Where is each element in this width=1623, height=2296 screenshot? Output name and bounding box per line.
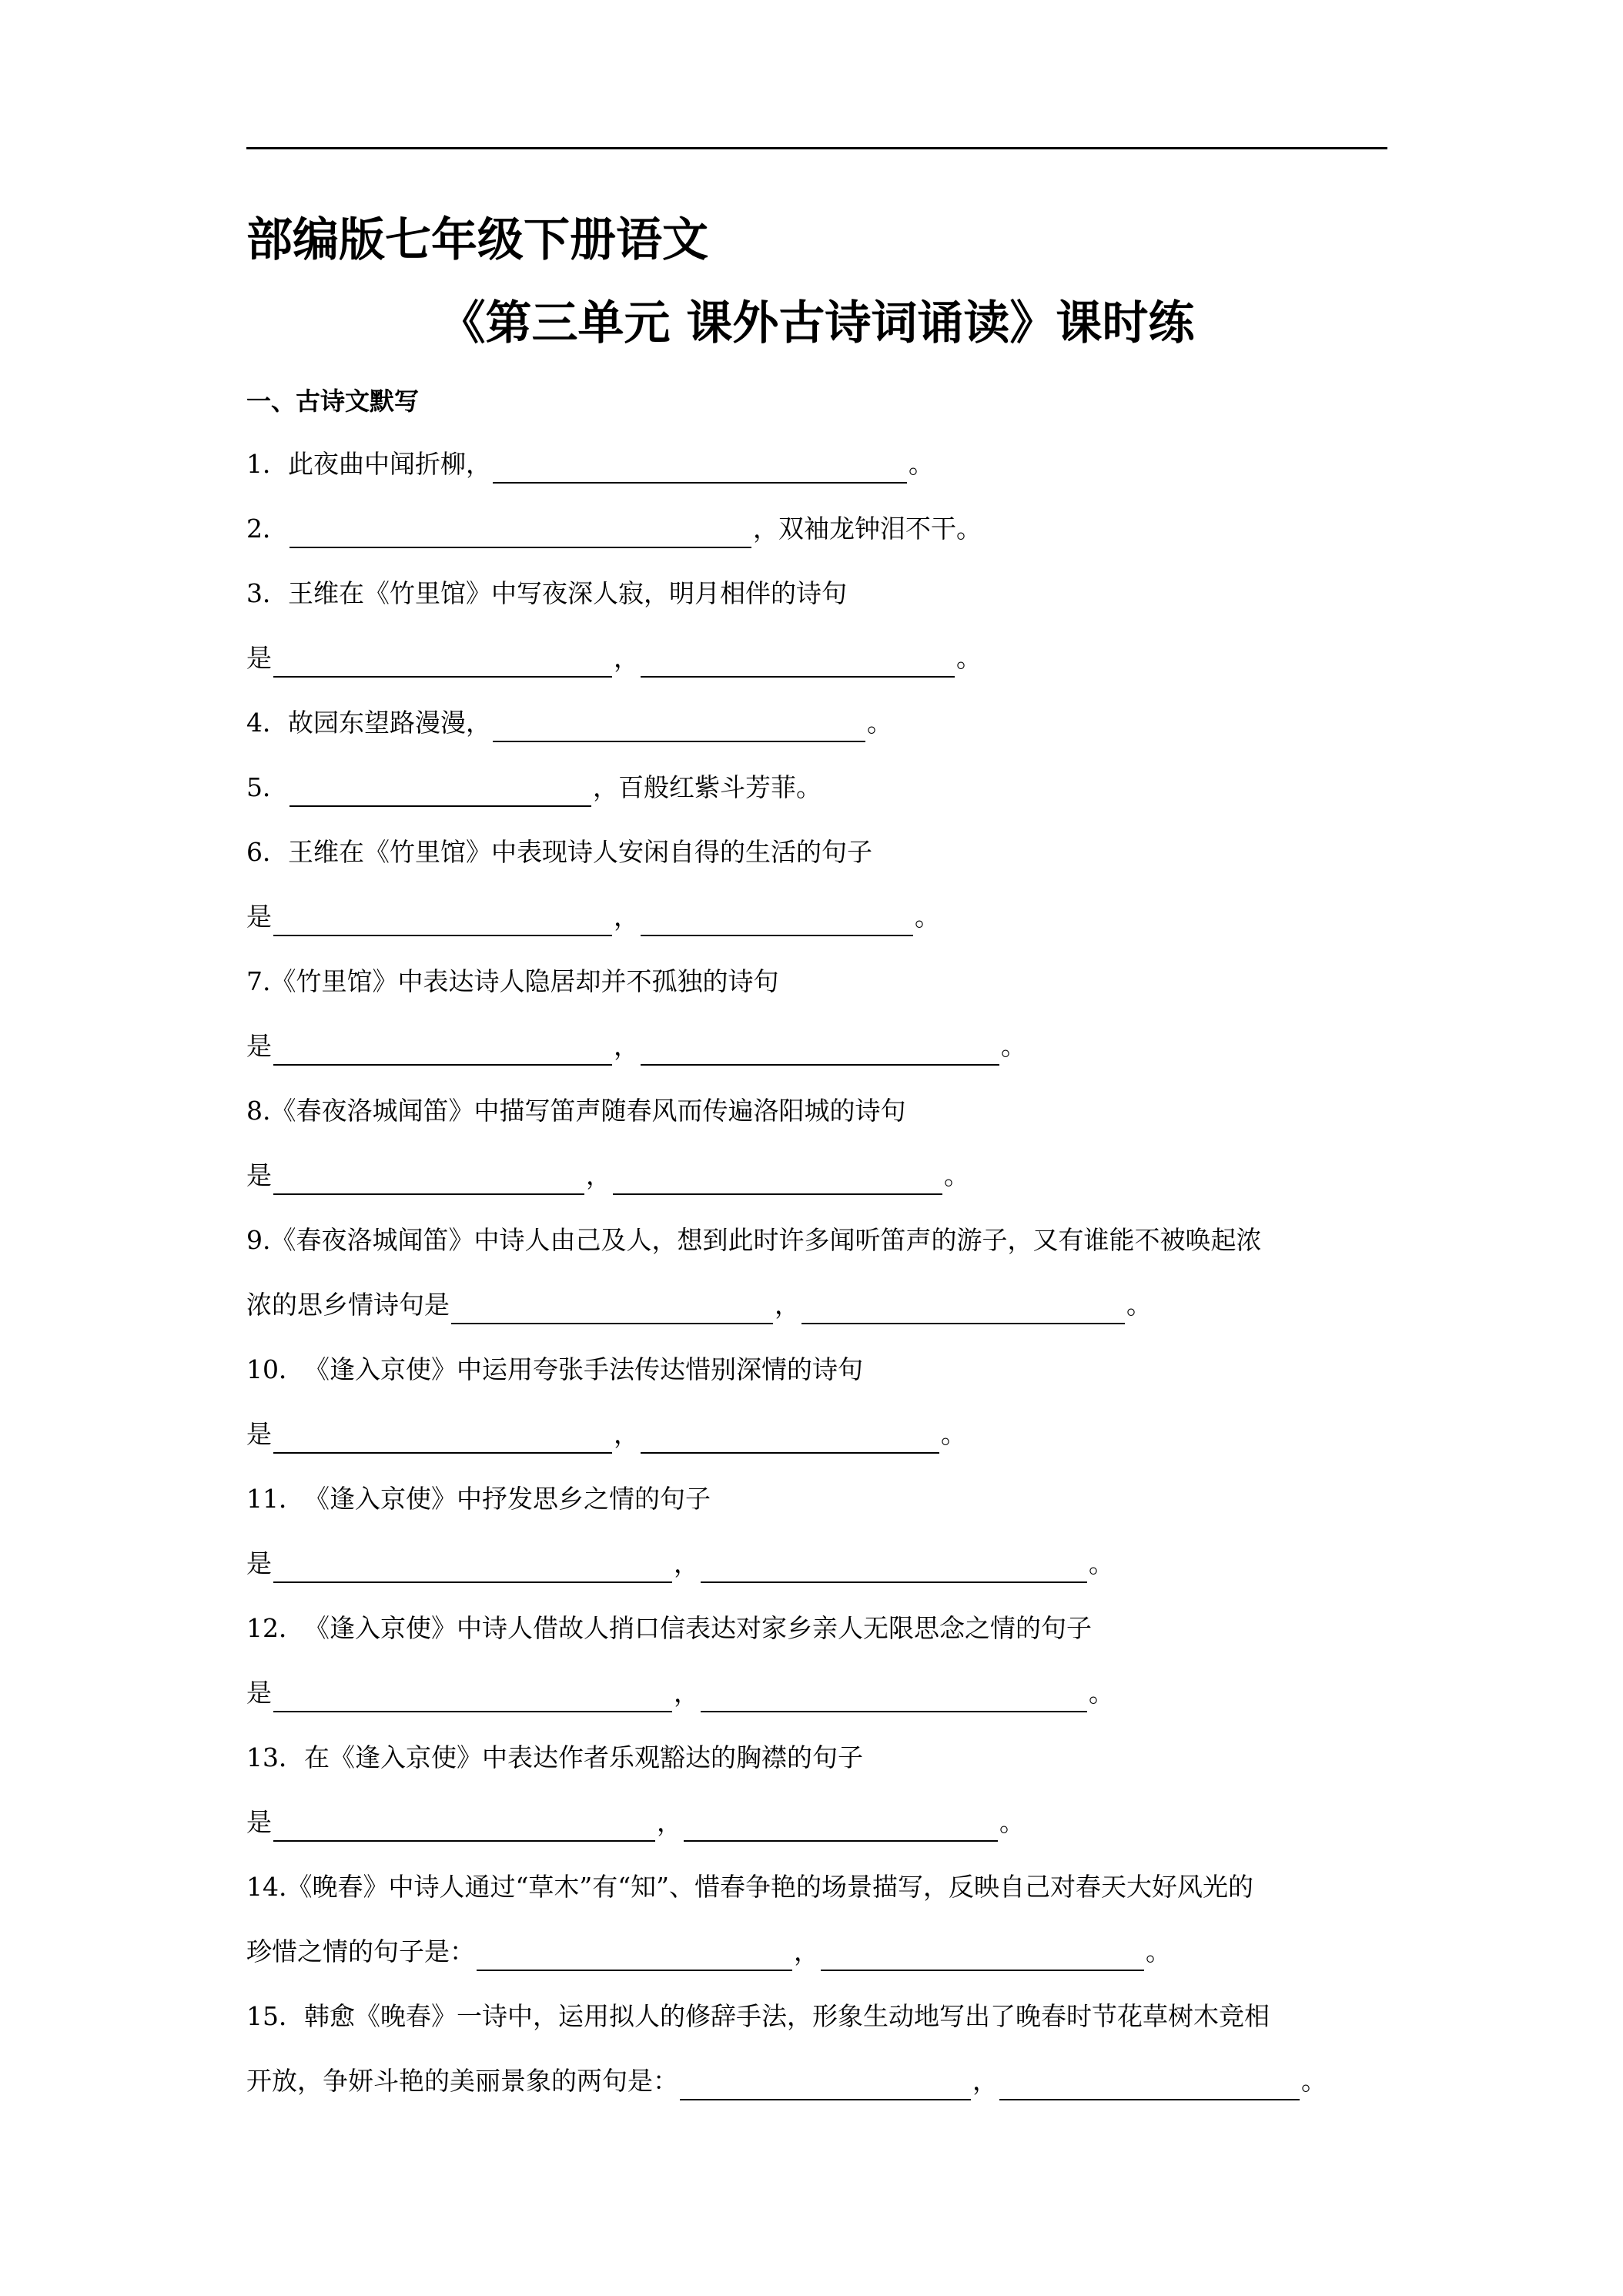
answer-blank[interactable] xyxy=(684,1811,998,1842)
question-9-prompt xyxy=(246,1221,1262,1260)
question-text: 《竹里馆》中表达诗人隐居却并不孤独的诗句 xyxy=(270,966,779,996)
question-text: 王维在《竹里馆》中写夜深人寂，明月相伴的诗句 xyxy=(288,578,847,608)
answer-separator: ， xyxy=(972,2066,998,2096)
worksheet-page xyxy=(246,0,1387,2296)
question-number: 3． xyxy=(246,578,288,608)
answer-prefix: 开放，争妍斗艳的美丽景象的两句是： xyxy=(246,2066,678,2096)
answer-blank[interactable] xyxy=(641,1035,999,1066)
answer-prefix: 是 xyxy=(246,1160,272,1190)
answer-blank[interactable] xyxy=(273,1682,672,1712)
answer-prefix: 是 xyxy=(246,1419,272,1449)
answer-separator: ， xyxy=(586,1160,611,1190)
answer-blank[interactable] xyxy=(273,1811,655,1842)
answer-blank[interactable] xyxy=(273,1423,612,1454)
answer-separator: ， xyxy=(674,1548,699,1578)
question-6-answer xyxy=(246,898,940,936)
question-number: 14. xyxy=(246,1872,287,1902)
question-text: ，双袖龙钟泪不干。 xyxy=(753,514,982,544)
answer-prefix: 是 xyxy=(246,902,272,932)
answer-blank[interactable] xyxy=(273,647,612,678)
question-number: 11． xyxy=(246,1484,304,1514)
question-number: 4． xyxy=(246,708,288,738)
answer-blank[interactable] xyxy=(680,2070,971,2100)
question-end: 。 xyxy=(956,643,982,673)
answer-separator: ， xyxy=(614,1031,639,1061)
answer-prefix: 是 xyxy=(246,643,272,673)
answer-blank[interactable] xyxy=(701,1682,1087,1712)
question-number: 8. xyxy=(246,1096,271,1126)
question-end: 。 xyxy=(944,1160,969,1190)
answer-blank[interactable] xyxy=(801,1294,1125,1324)
answer-blank[interactable] xyxy=(273,1164,584,1195)
question-13-answer xyxy=(246,1803,1025,1842)
question-number: 5． xyxy=(246,772,288,802)
answer-blank[interactable] xyxy=(273,1035,612,1066)
document-title: 部编版七年级下册语文 xyxy=(246,213,708,267)
question-13-prompt xyxy=(246,1739,863,1777)
answer-blank[interactable] xyxy=(613,1164,942,1195)
question-text: 在《逢入京使》中表达作者乐观豁达的胸襟的句子 xyxy=(304,1742,863,1772)
question-end: 。 xyxy=(1089,1548,1114,1578)
answer-blank[interactable] xyxy=(641,1423,939,1454)
answer-blank[interactable] xyxy=(701,1552,1087,1583)
question-4 xyxy=(246,704,892,742)
answer-blank[interactable] xyxy=(289,517,751,548)
answer-blank[interactable] xyxy=(493,453,907,484)
question-end: 。 xyxy=(1001,1031,1026,1061)
question-end: 。 xyxy=(1301,2066,1327,2096)
answer-prefix: 珍惜之情的句子是： xyxy=(246,1936,475,1966)
answer-blank[interactable] xyxy=(641,905,913,936)
question-text: 《春夜洛城闻笛》中描写笛声随春风而传遍洛阳城的诗句 xyxy=(270,1096,906,1126)
question-12-answer xyxy=(246,1674,1114,1712)
question-text: 王维在《竹里馆》中表现诗人安闲自得的生活的句子 xyxy=(288,837,872,867)
header-rule xyxy=(246,147,1387,149)
answer-separator: ， xyxy=(674,1678,699,1708)
question-number: 1． xyxy=(246,449,288,479)
question-text: 《逢入京使》中诗人借故人捎口信表达对家乡亲人无限思念之情的句子 xyxy=(304,1613,1092,1643)
question-number: 7. xyxy=(246,966,271,996)
answer-blank[interactable] xyxy=(273,905,612,936)
question-end: 。 xyxy=(1146,1936,1171,1966)
question-2 xyxy=(246,510,982,548)
question-number: 9. xyxy=(246,1225,271,1255)
question-number: 13． xyxy=(246,1742,304,1772)
question-15-answer xyxy=(246,2062,1327,2100)
question-15-prompt xyxy=(246,1997,1270,2036)
answer-blank[interactable] xyxy=(493,711,865,742)
question-end: 。 xyxy=(1089,1678,1114,1708)
answer-prefix: 是 xyxy=(246,1678,272,1708)
question-text: 此夜曲中闻折柳， xyxy=(288,449,491,479)
answer-separator: ， xyxy=(775,1290,800,1320)
question-10-prompt xyxy=(246,1350,863,1389)
answer-blank[interactable] xyxy=(999,2070,1300,2100)
question-7-answer xyxy=(246,1027,1026,1066)
question-10-answer xyxy=(246,1415,966,1454)
question-end: 。 xyxy=(867,708,892,738)
question-text: 《晚春》中诗人通过“草木”有“知”、惜春争艳的场景描写，反映自己对春天大好风光的 xyxy=(286,1872,1253,1902)
answer-blank[interactable] xyxy=(821,1940,1144,1971)
answer-separator: ， xyxy=(614,643,639,673)
question-number: 15． xyxy=(246,2001,304,2031)
question-14-answer xyxy=(246,1933,1171,1971)
question-7-prompt xyxy=(246,962,779,1001)
question-11-prompt xyxy=(246,1480,711,1518)
answer-separator: ， xyxy=(794,1936,819,1966)
answer-blank[interactable] xyxy=(477,1940,792,1971)
answer-blank[interactable] xyxy=(289,776,591,807)
answer-separator: ， xyxy=(614,902,639,932)
question-end: 。 xyxy=(909,449,934,479)
question-6-prompt xyxy=(246,833,872,872)
answer-prefix: 浓的思乡情诗句是 xyxy=(246,1290,450,1320)
answer-separator: ， xyxy=(657,1807,682,1837)
question-8-prompt xyxy=(246,1092,906,1130)
section-heading: 一、古诗文默写 xyxy=(246,387,420,416)
question-end: 。 xyxy=(999,1807,1025,1837)
question-1 xyxy=(246,445,934,484)
answer-blank[interactable] xyxy=(451,1294,773,1324)
question-end: 。 xyxy=(1126,1290,1152,1320)
question-14-prompt xyxy=(246,1868,1253,1906)
question-number: 12． xyxy=(246,1613,304,1643)
question-text: 《逢入京使》中抒发思乡之情的句子 xyxy=(304,1484,711,1514)
question-11-answer xyxy=(246,1545,1114,1583)
question-8-answer xyxy=(246,1156,969,1195)
document-subtitle: 《第三单元 课外古诗词诵读》课时练 xyxy=(439,296,1195,350)
question-number: 10． xyxy=(246,1354,304,1384)
question-end: 。 xyxy=(941,1419,966,1449)
question-text: 韩愈《晚春》一诗中，运用拟人的修辞手法，形象生动地写出了晚春时节花草树木竞相 xyxy=(304,2001,1270,2031)
question-text: 《春夜洛城闻笛》中诗人由己及人，想到此时许多闻听笛声的游子，又有谁能不被唤起浓 xyxy=(270,1225,1262,1255)
answer-prefix: 是 xyxy=(246,1807,272,1837)
question-3-prompt xyxy=(246,574,847,613)
answer-prefix: 是 xyxy=(246,1031,272,1061)
question-text: 故园东望路漫漫， xyxy=(288,708,491,738)
question-number: 6． xyxy=(246,837,288,867)
question-end: 。 xyxy=(915,902,940,932)
answer-blank[interactable] xyxy=(641,647,955,678)
answer-blank[interactable] xyxy=(273,1552,672,1583)
question-text: ，百般红紫斗芳菲。 xyxy=(593,772,822,802)
question-12-prompt xyxy=(246,1609,1092,1648)
question-text: 《逢入京使》中运用夸张手法传达惜别深情的诗句 xyxy=(304,1354,863,1384)
question-9-answer xyxy=(246,1286,1152,1324)
answer-prefix: 是 xyxy=(246,1548,272,1578)
question-number: 2． xyxy=(246,514,288,544)
question-3-answer xyxy=(246,639,982,678)
question-5 xyxy=(246,768,822,807)
answer-separator: ， xyxy=(614,1419,639,1449)
